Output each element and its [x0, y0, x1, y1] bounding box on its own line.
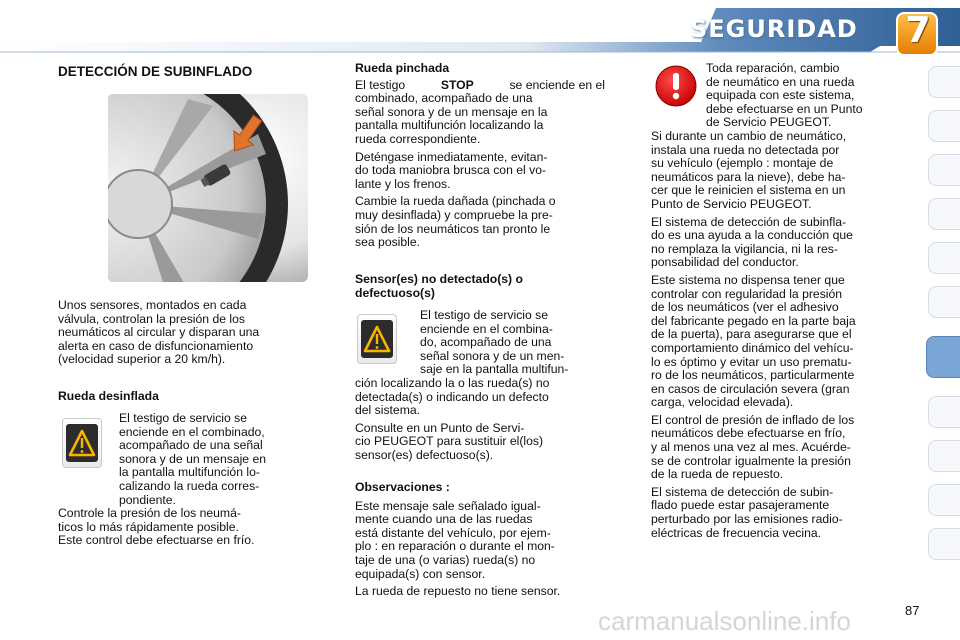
text-line: del fabricante pegado en la parte baja: [651, 313, 856, 328]
text-line: de la rueda de repuesto.: [651, 467, 784, 482]
text-line: Este sistema no dispensa tener que: [651, 272, 845, 287]
text-line: combinado, acompañado de una: [355, 91, 533, 106]
chapter-title: SEGURIDAD: [690, 15, 858, 43]
text-line: do es una ayuda a la conducción que: [651, 228, 853, 243]
alert-icon: [654, 64, 698, 108]
text-line: ponsabilidad del conductor.: [651, 255, 799, 270]
text-line: equipada con este sistema,: [706, 88, 855, 103]
text-line: no remplaza la vigilancia, ni la res-: [651, 241, 838, 256]
text-line: controlar con regularidad la presión: [651, 286, 843, 301]
text-line: do toda maniobra brusca con el vo-: [355, 163, 547, 178]
text-line: ción localizando la o las rueda(s) no: [355, 376, 550, 390]
text-line: mente cuando una de las ruedas: [355, 512, 533, 527]
chapter-tab[interactable]: [928, 484, 960, 516]
text-line: Toda reparación, cambio: [706, 61, 840, 75]
text-line: El sistema de detección de subin-: [651, 484, 834, 499]
stop-label: STOP: [440, 77, 474, 92]
text-line: ro de los neumáticos, particularmente: [651, 368, 855, 383]
text-line: Este mensaje sale señalado igual-: [355, 498, 541, 513]
warning-icon: [357, 314, 397, 364]
section-title: DETECCIÓN DE SUBINFLADO: [58, 64, 253, 79]
chapter-tab[interactable]: [928, 154, 960, 186]
text-line: calizando la rueda corres-: [119, 478, 260, 493]
text-line: cer que le reinicien el sistema en un: [651, 183, 846, 198]
text-line: equipada(s) con sensor.: [355, 566, 486, 581]
text-line: enciende en el combinado,: [119, 424, 265, 439]
text-line: rueda correspondiente.: [355, 131, 481, 146]
text-line: y al menos una vez al mes. Acuérde-: [651, 440, 851, 455]
chapter-tab[interactable]: [928, 198, 960, 230]
text-line: Unos sensores, montados en cada: [58, 298, 247, 312]
chapter-tab[interactable]: [928, 242, 960, 274]
text-line: taje de una (o varias) rueda(s) no: [355, 552, 536, 567]
right-column-text: [651, 130, 904, 540]
text-line: acompañado de una señal: [119, 438, 263, 453]
text-line: eléctricas de frecuencia vecina.: [651, 525, 822, 540]
stop-line: [355, 79, 605, 93]
text-line: instala una rueda no detectada por: [651, 142, 840, 157]
text-line: El testigo de servicio se: [119, 411, 248, 425]
text-line: enciende en el combina-: [420, 321, 553, 336]
text-line: detectada(s) o indicando un defecto: [355, 389, 549, 404]
chapter-tab[interactable]: [928, 440, 960, 472]
text-line: Si durante un cambio de neumático,: [651, 129, 847, 143]
text-line: señal sonora y de un men-: [420, 348, 565, 363]
alert-text: [706, 62, 904, 130]
chapter-tab-active[interactable]: [926, 336, 960, 378]
text-line: (velocidad superior a 20 km/h).: [58, 352, 226, 367]
text-line: carga, velocidad elevada).: [651, 395, 794, 410]
warning-icon: [62, 418, 102, 468]
text-line: perturbado por las emisiones radio-: [651, 512, 843, 527]
text-line: cio PEUGEOT para sustituir el(los): [355, 434, 544, 449]
text-line: Punto de Servicio PEUGEOT.: [651, 196, 812, 211]
chapter-tab[interactable]: [928, 396, 960, 428]
text-line: se de controlar igualmente la presión: [651, 453, 851, 468]
text-line: lante y los frenos.: [355, 176, 451, 191]
text-line: Este control debe efectuarse en frío.: [58, 533, 255, 548]
sensores-warning-text: [420, 309, 605, 377]
heading-observaciones: Observaciones :: [355, 480, 450, 494]
text-line: El control de presión de inflado de los: [651, 412, 855, 427]
rueda-pinchada-section: [355, 62, 605, 250]
heading-line: Sensor(es) no detectado(s) o: [355, 272, 523, 286]
text-line: señal sonora y de un mensaje en la: [355, 104, 548, 119]
heading-line: defectuoso(s): [355, 285, 435, 300]
chapter-tabs: [928, 66, 960, 586]
text-line: plo : en reparación o durante el mon-: [355, 539, 555, 554]
text-line: alerta en caso de disfuncionamiento: [58, 338, 254, 353]
text-line: debe efectuarse en un Punto: [706, 101, 863, 116]
heading-sensores: [355, 273, 523, 300]
text-fragment: El testigo: [355, 77, 406, 92]
rueda-desinflada-warning-text: [119, 412, 308, 507]
text-line: su vehículo (ejemplo : montaje de: [651, 156, 834, 171]
text-line: lo es óptimo y evitar un uso prematu-: [651, 354, 852, 369]
text-line: pantalla multifunción localizando la: [355, 118, 544, 133]
text-line: sión de los neumáticos tan pronto le: [355, 221, 551, 236]
text-line: Cambie la rueda dañada (pinchada o: [355, 194, 556, 209]
text-line: saje en la pantalla multifun-: [420, 362, 569, 377]
text-line: sea posible.: [355, 235, 421, 250]
text-line: El sistema de detección de subinfla-: [651, 214, 847, 229]
text-line: flado puede estar pasajeramente: [651, 498, 830, 513]
text-line: de Servicio PEUGEOT.: [706, 115, 832, 130]
text-line: pondiente.: [119, 492, 176, 507]
text-line: sensor(es) defectuoso(s).: [355, 447, 494, 462]
text-line: de los neumáticos (ver el adhesivo: [651, 300, 839, 315]
text-line: en casos de circulación severa (gran: [651, 381, 850, 396]
chapter-tab[interactable]: [928, 528, 960, 560]
text-line: El testigo de servicio se: [420, 308, 549, 322]
text-line: válvula, controlan la presión de los: [58, 311, 245, 326]
text-line: muy desinflada) y compruebe la pre-: [355, 207, 553, 222]
text-line: neumáticos para la nieve), debe ha-: [651, 169, 846, 184]
text-line: de neumático en una rueda: [706, 74, 855, 89]
text-fragment: se enciende en el: [509, 77, 605, 92]
text-line: comportamiento dinámico del vehícu-: [651, 340, 854, 355]
heading-rueda-pinchada: Rueda pinchada: [355, 61, 450, 75]
page-number: 87: [905, 603, 920, 618]
chapter-tab[interactable]: [928, 110, 960, 142]
text-line: La rueda de repuesto no tiene sensor.: [355, 584, 561, 599]
text-line: está distante del vehículo, por ejem-: [355, 525, 551, 540]
text-line: ticos lo más rápidamente posible.: [58, 519, 239, 534]
watermark: carmanualsonline.info: [598, 606, 851, 636]
text-line: neumáticos debe efectuarse en frío,: [651, 426, 846, 441]
wheel-photo: [108, 94, 308, 282]
text-line: la pantalla multifunción lo-: [119, 465, 260, 480]
text-line: Deténgase inmediatamente, evitan-: [355, 149, 548, 164]
text-line: Controle la presión de los neumá-: [58, 506, 241, 520]
heading-rueda-desinflada: Rueda desinflada: [58, 389, 159, 403]
text-line: de la puerta), para asegurarse que el: [651, 327, 852, 342]
observaciones-section: [355, 481, 605, 599]
chapter-tab[interactable]: [928, 286, 960, 318]
chapter-tab[interactable]: [928, 66, 960, 98]
sensores-continued: [355, 377, 605, 463]
text-line: Consulte en un Punto de Servi-: [355, 420, 525, 435]
text-line: neumáticos al circular y disparan una: [58, 325, 260, 340]
intro-paragraph: [58, 299, 308, 367]
chapter-number: 7: [905, 10, 931, 51]
control-paragraph: [58, 507, 308, 548]
text-line: sonora y de un mensaje en: [119, 451, 267, 466]
text-line: do, acompañado de una: [420, 335, 552, 350]
text-line: del sistema.: [355, 403, 421, 418]
